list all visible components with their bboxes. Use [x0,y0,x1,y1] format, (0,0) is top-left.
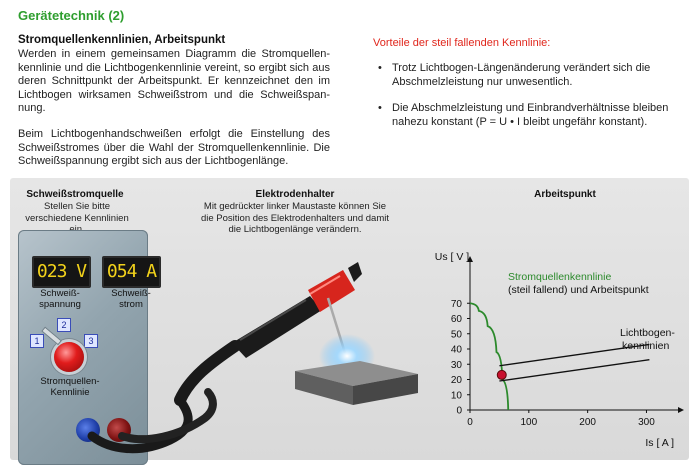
voltage-label: Schweiß-spannung [39,288,81,310]
source-curve-line [470,303,508,410]
curve-select-button-1[interactable]: 1 [30,334,44,348]
source-curve-sublabel: (steil fallend) und Arbeitspunkt [508,284,649,296]
y-tick-label: 70 [450,298,462,310]
workpiece-icon [295,361,418,405]
intro-paragraph: Beim Lichtbogenhandschweißen erfolgt die Einstellung des Schweißstromes über die Wahl der Stromquellenkennlinie. Die Schweißspannung ergibt sich aus der Lichtbogenlänge. [18,127,330,168]
page-title: Gerätetechnik (2) [18,8,125,23]
cable-2-icon [122,392,213,439]
x-axis-label: Is [ A ] [645,437,674,449]
workpoint-heading: Arbeitspunkt [534,189,596,200]
x-tick-label: 0 [467,417,473,428]
intro-text [18,48,330,181]
curve-select-button-3[interactable]: 3 [84,334,98,348]
advantage-item: • Die Abschmelzleistung und Einbrandverhältnisse bleiben nahezu konstant (P = U • I bleibt ungefähr konstant). [372,102,672,129]
y-tick-label: 0 [456,405,462,417]
advantages-list [372,62,672,142]
y-tick-label: 20 [450,375,462,386]
operating-point-marker [497,370,506,379]
operating-point-chart [410,248,689,460]
source-heading: Schweißstromquelle [26,189,124,200]
advantage-item: • Trotz Lichtbogen-Längenänderung verändert sich die Abschmelzleistung nur unwesentlich. [372,62,672,89]
voltage-display: 023 V [32,256,91,288]
holder-hint: Mit gedrückter linker Maustaste können Sie die Position des Elektrodenhalters und damit die Lichtbogenlänge verändern. [200,201,389,235]
current-display: 054 A [102,256,161,288]
knob-label: Stromquellen-Kennlinie [40,376,100,398]
advantages-heading: Vorteile der steil fallenden Kennlinie: [373,37,551,49]
intro-heading: Stromquellenkennlinien, Arbeitspunkt [18,34,226,46]
x-tick-label: 300 [638,417,655,428]
arc-curve-label-1: Lichtbogen- [620,327,675,339]
source-curve-label: Stromquellenkennlinie [508,271,612,283]
y-tick-label: 60 [450,314,462,325]
y-tick-label: 40 [450,344,462,356]
x-tick-label: 200 [579,417,596,428]
y-tick-label: 30 [450,359,462,371]
holder-heading: Elektrodenhalter [255,189,335,200]
simulation-panel [10,178,689,460]
arc-curve-label-2: kennlinien [622,340,670,352]
intro-paragraph: Werden in einem gemeinsamen Diagramm die Stromquellen-kennlinie und die Lichtbogenkennlinie vereint, so ergibt sich aus deren Schnittpunkt der Arbeitspunkt. Er kennzeichnet den im Lichtbogen wirksamen Schweißstrom und die Schweißspan-nung. [18,48,330,115]
y-axis-label: Us [ V ] [434,251,470,263]
y-tick-label: 50 [450,329,462,341]
x-tick-label: 100 [520,417,538,428]
current-label: Schweiß-strom [111,288,151,310]
x-axis-arrow-icon [678,407,684,413]
y-tick-label: 10 [450,390,462,402]
curve-select-button-2[interactable]: 2 [57,318,71,332]
source-hint: Stellen Sie bitte verschiedene Kennlinien [25,201,129,224]
